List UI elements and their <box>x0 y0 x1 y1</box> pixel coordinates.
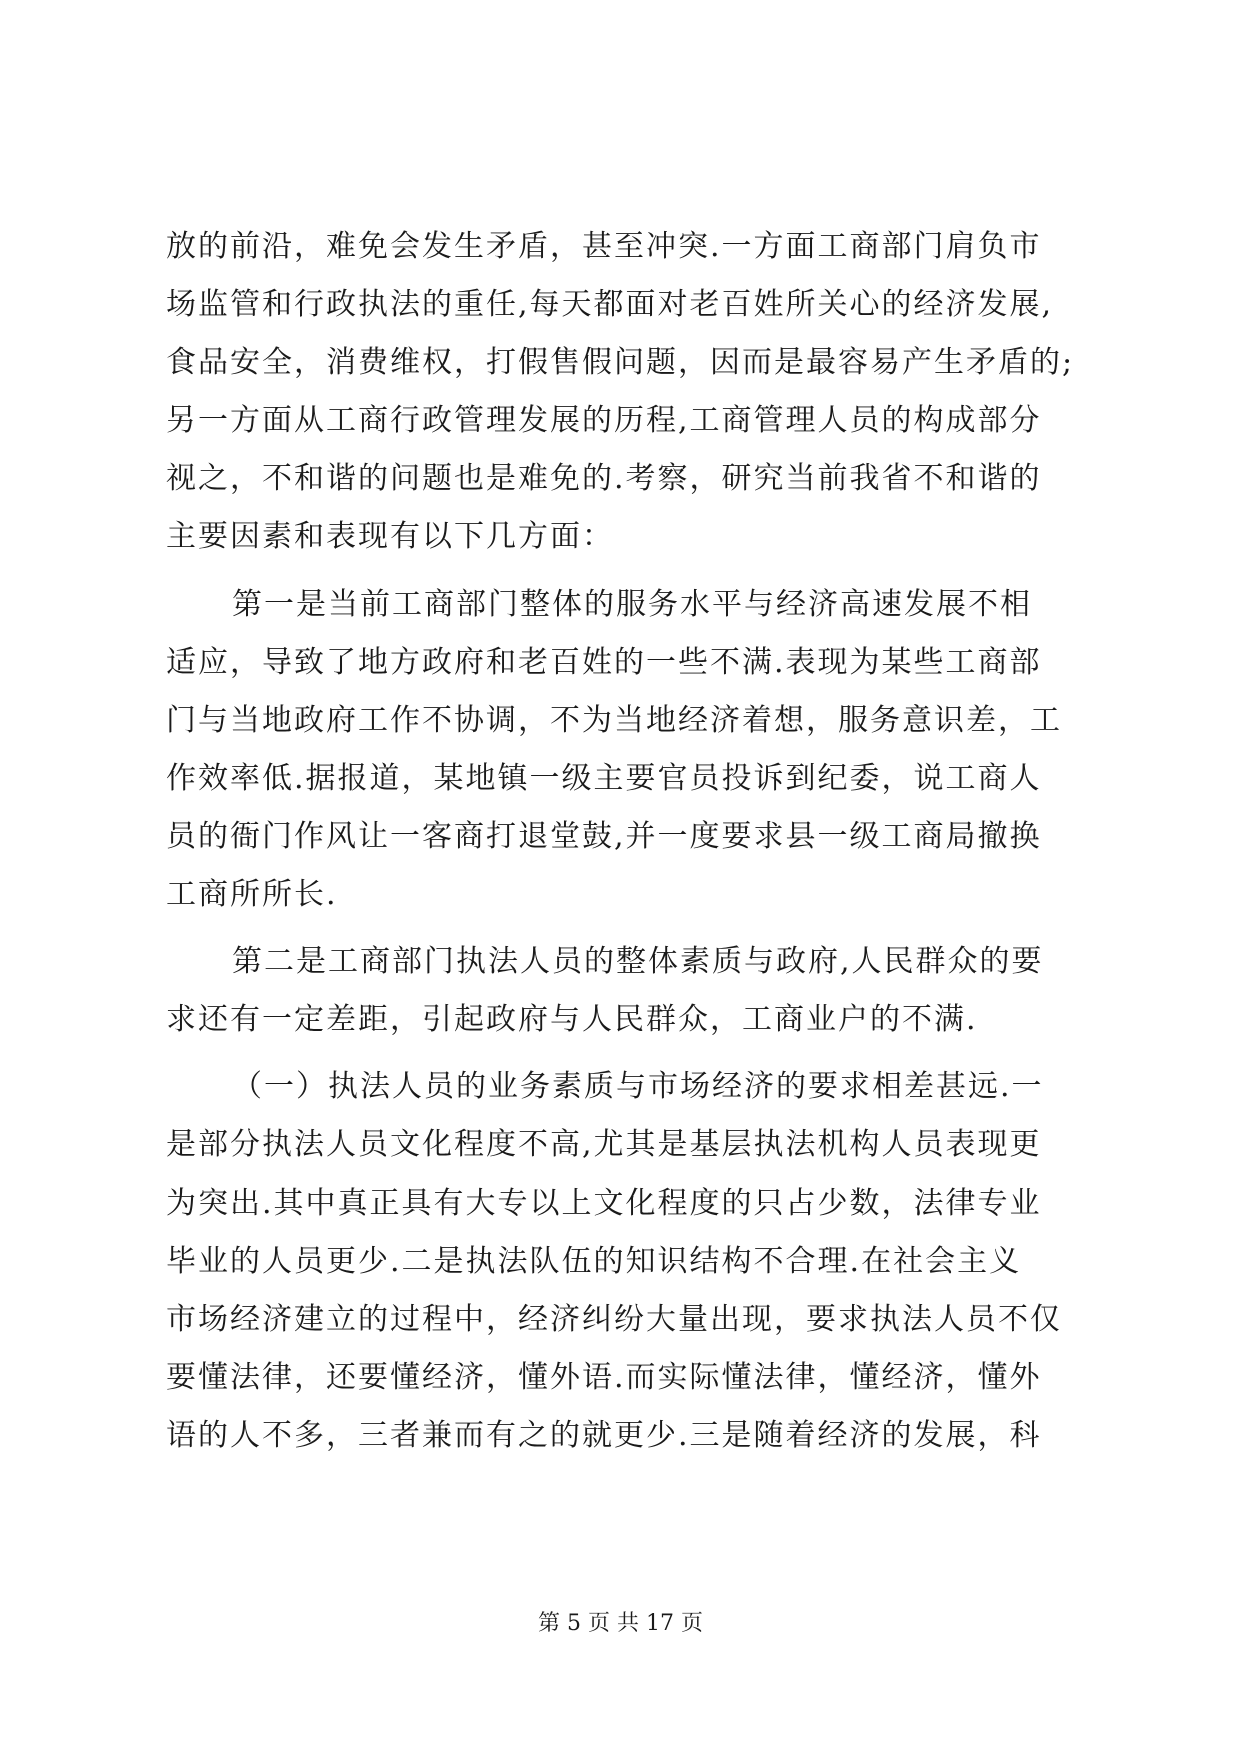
text-line: 门与当地政府工作不协调，不为当地经济着想，服务意识差，工 <box>166 702 1062 738</box>
text-line: 工商所所长. <box>166 877 338 913</box>
paragraph-gap <box>166 567 1126 576</box>
text-line: 场监管和行政执法的重任,每天都面对老百姓所关心的经济发展, <box>166 287 1054 323</box>
text-line: 另一方面从工商行政管理发展的历程,工商管理人员的构成部分 <box>166 403 1042 439</box>
text-line: 作效率低.据报道，某地镇一级主要官员投诉到纪委，说工商人 <box>166 760 1042 796</box>
paragraph <box>166 933 1126 1049</box>
text-line: 视之，不和谐的问题也是难免的.考察，研究当前我省不和谐的 <box>166 461 1042 497</box>
text-line: 主要因素和表现有以下几方面： <box>166 519 614 555</box>
text-line: 语的人不多，三者兼而有之的就更少.三是随着经济的发展，科 <box>166 1417 1042 1453</box>
text-line: 求还有一定差距，引起政府与人民群众，工商业户的不满. <box>166 1002 978 1038</box>
paragraph <box>166 1058 1126 1465</box>
text-line: 为突出.其中真正具有大专以上文化程度的只占少数，法律专业 <box>166 1185 1042 1221</box>
text-line: 毕业的人员更少.二是执法队伍的知识结构不合理.在社会主义 <box>166 1243 1022 1279</box>
text-line: 员的衙门作风让一客商打退堂鼓,并一度要求县一级工商局撤换 <box>166 818 1042 854</box>
text-line: 适应，导致了地方政府和老百姓的一些不满.表现为某些工商部 <box>166 644 1042 680</box>
text-line: 食品安全，消费维权，打假售假问题，因而是最容易产生矛盾的; <box>166 345 1075 381</box>
text-line: （一）执法人员的业务素质与市场经济的要求相差甚远.一 <box>232 1069 1044 1105</box>
paragraph <box>166 576 1126 925</box>
text-line: 市场经济建立的过程中，经济纠纷大量出现，要求执法人员不仅 <box>166 1301 1062 1337</box>
text-line: 第二是工商部门执法人员的整体素质与政府,人民群众的要 <box>232 944 1044 980</box>
text-line: 是部分执法人员文化程度不高,尤其是基层执法机构人员表现更 <box>166 1127 1042 1163</box>
page-footer: 第 5 页 共 17 页 <box>538 1611 703 1636</box>
text-line: 放的前沿，难免会发生矛盾，甚至冲突.一方面工商部门肩负市 <box>166 229 1042 264</box>
paragraph-gap <box>166 924 1126 933</box>
text-line: 要懂法律，还要懂经济，懂外语.而实际懂法律，懂经济，懂外 <box>166 1359 1042 1395</box>
text-line: 第一是当前工商部门整体的服务水平与经济高速发展不相 <box>232 586 1032 622</box>
paragraph-gap <box>166 1049 1126 1058</box>
paragraph <box>166 218 1126 567</box>
document-body <box>166 218 1126 1465</box>
